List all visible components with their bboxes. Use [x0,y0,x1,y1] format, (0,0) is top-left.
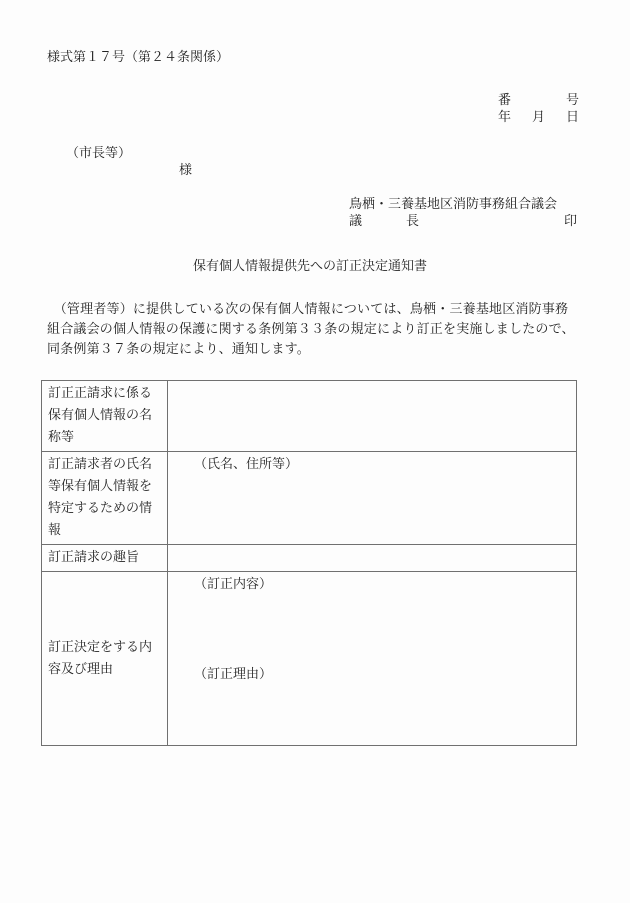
row-value-field[interactable] [168,545,577,572]
addressee-name: （市長等） [66,146,132,161]
number-suffix: 号 [566,93,580,108]
table-row [42,572,577,746]
document-title: 保有個人情報提供先への訂正決定通知書 [193,259,428,274]
row-value-field[interactable] [168,572,577,746]
body-line: 同条例第３７条の規定により、通知します。 [47,342,310,357]
row-label: 訂正決定をする内容及び理由 [42,572,168,746]
row-label: 訂正請求者の氏名等保有個人情報を特定するための情報 [42,452,168,545]
role-char-1: 議 [349,214,363,229]
row-value-field[interactable] [168,381,577,452]
requester-hint: （氏名、住所等） [194,457,299,472]
form-number: 様式第１７号（第２４条関係） [47,50,230,65]
date-month: 月 [532,110,546,125]
number-label: 番 [498,93,512,108]
correction-info-table [41,380,577,746]
seal-mark: 印 [564,214,578,229]
row-label: 訂正請求の趣旨 [42,545,168,572]
date-year: 年 [498,110,512,125]
row-value-field[interactable] [168,452,577,545]
correction-content-heading: （訂正内容） [194,577,273,592]
correction-reason-heading: （訂正理由） [194,667,273,682]
table-row [42,381,577,452]
role-char-2: 長 [406,214,420,229]
table-row [42,545,577,572]
sender-organization: 鳥栖・三養基地区消防事務組合議会 [349,197,558,212]
addressee-honorific: 様 [179,163,193,178]
body-line: （管理者等）に提供している次の保有個人情報については、鳥栖・三養基地区消防事務 [47,302,569,317]
date-day: 日 [566,110,580,125]
body-line: 組合議会の個人情報の保護に関する条例第３３条の規定により訂正を実施しましたので、 [47,322,575,337]
body-paragraph [47,300,579,360]
row-label: 訂正正請求に係る保有個人情報の名称等 [42,381,168,452]
table-row [42,452,577,545]
